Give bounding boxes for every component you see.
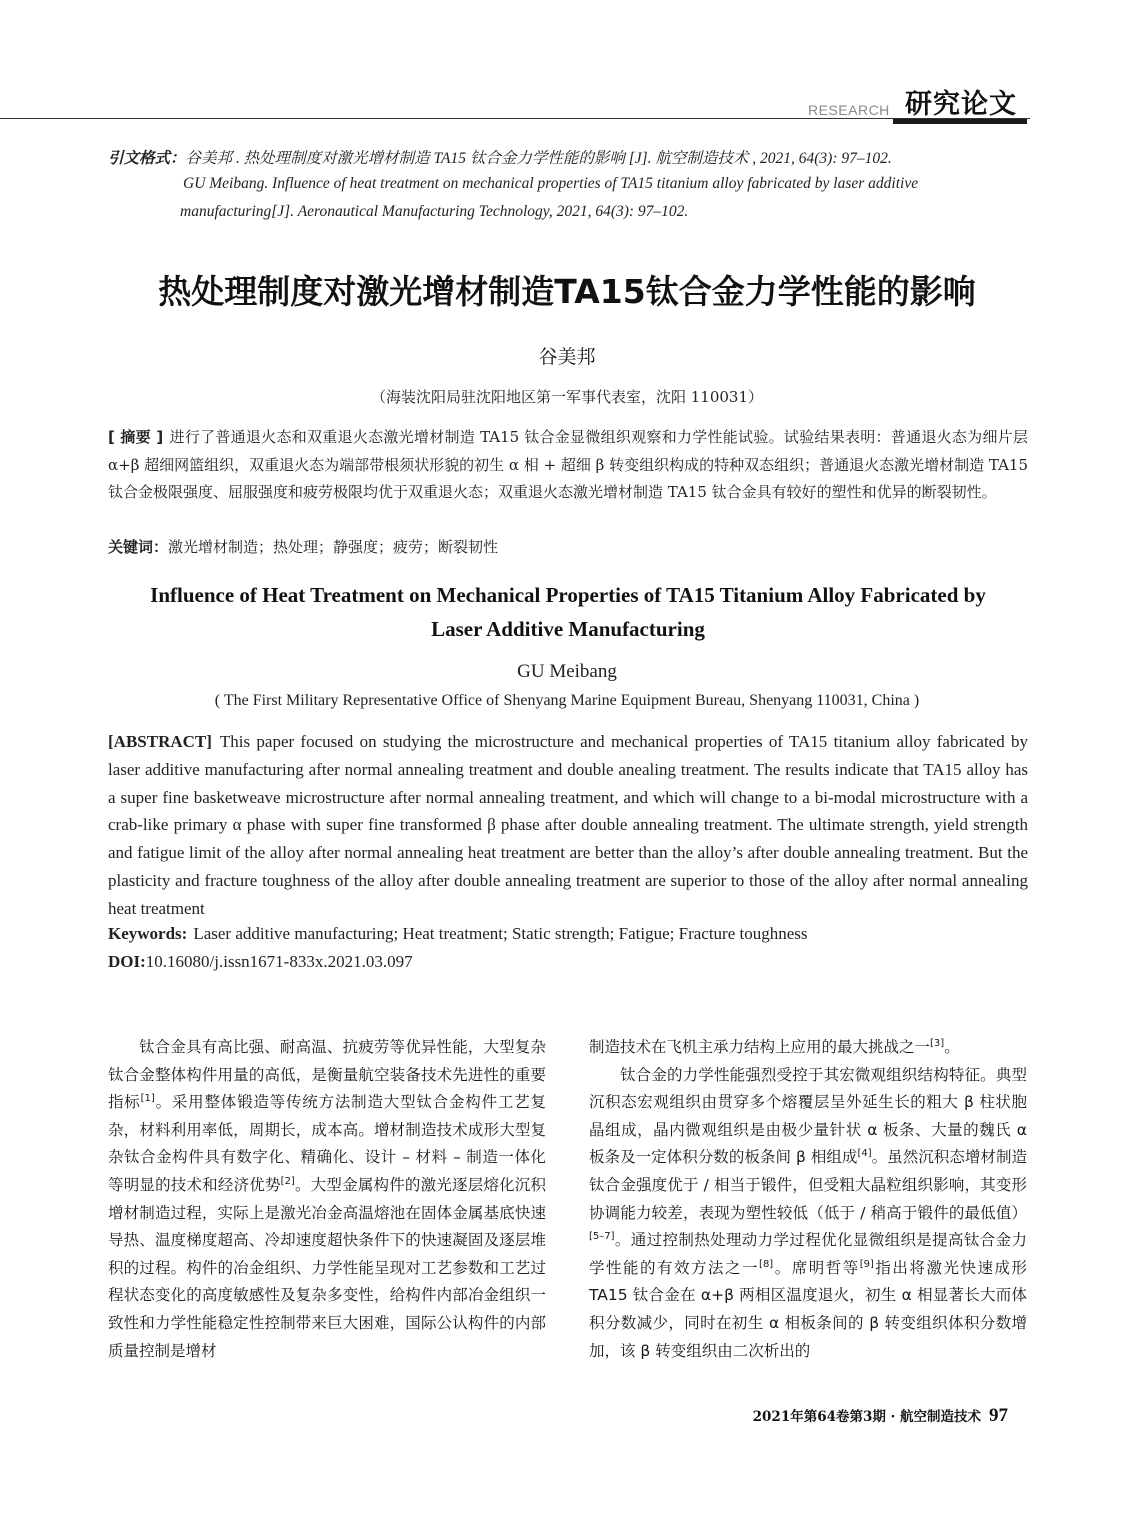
keywords-en-label: Keywords: — [108, 924, 188, 943]
paper-title-en — [108, 578, 1028, 646]
abstract-en-text: This paper focused on studying the microstructure and mechanical properties of TA15 titanium alloy fabricated by laser additive manufacturing after normal annealing treatment and double anealing treatment. The results indicate that TA15 alloy has a super fine basketweave microstructure after normal annealing treatment, and which will change to a bi-modal microstructure with a crab-like primary α phase with super fine transformed β phase after double annealing treatment. The ultimate strength, yield strength and fatigue limit of the alloy after normal annealing heat treatment are better than the alloy’s after double annealing treatment. But the plasticity and fracture toughness of the alloy after double annealing treatment are superior to those of the alloy after normal annealing heat treatment — [108, 732, 1028, 918]
citation-en-line1: GU Meibang. Influence of heat treatment on mechanical properties of TA15 titanium alloy fabricated by laser additive — [183, 175, 919, 192]
keywords-cn — [108, 536, 1028, 557]
body-column-right — [589, 1034, 1027, 1365]
abstract-cn — [108, 424, 1028, 507]
reference-marker[interactable]: [4] — [857, 1148, 872, 1160]
header-section-title: 研究论文 — [905, 89, 1017, 120]
reference-marker[interactable]: [1] — [140, 1093, 155, 1105]
paper-title-en-line2: Laser Additive Manufacturing — [431, 617, 705, 641]
body-text: 。虽然沉积态增材制造钛合金强度优于 / 相当于锻件，但受粗大晶粒组织影响，其变形协调能力较差，表现为塑性较低（低于 / 稍高于锻件的最低值） — [589, 1148, 1027, 1222]
affiliation-cn: （海装沈阳局驻沈阳地区第一军事代表室，沈阳 110031） — [370, 388, 764, 406]
abstract-en — [108, 728, 1028, 923]
body-text: 。席明哲等 — [773, 1258, 860, 1277]
body-text: 指出将激光快速成形 TA15 钛合金在 α+β 两相区温度退火，初生 α 相显著长大而体积分数减少，同时在初生 α 相板条间的 β 转变组织体积分数增加，该 β 转变组织由二次析出的 — [589, 1258, 1027, 1360]
body-text: 。 — [944, 1038, 960, 1056]
doi-link[interactable]: 10.16080/j.issn1671-833x.2021.03.097 — [145, 952, 413, 971]
reference-marker[interactable]: [9] — [859, 1258, 874, 1270]
citation-en-line2: manufacturing[J]. Aeronautical Manufacturing Technology, 2021, 64(3): 97–102. — [180, 203, 689, 220]
paper-title-en-line1: Influence of Heat Treatment on Mechanical Properties of TA15 Titanium Alloy Fabricated by — [150, 583, 986, 607]
body-column-left — [108, 1034, 546, 1365]
author-cn: 谷美邦 — [538, 346, 596, 368]
abstract-cn-text: 进行了普通退火态和双重退火态激光增材制造 TA15 钛合金显微组织观察和力学性能试验。试验结果表明：普通退火态为细片层 α+β 超细网篮组织，双重退火态为端部带根须状形貌的初生 α 相 + 超细 β 转变组织构成的特种双态组织；普通退火态激光增材制造 TA15 钛合金极限强度、屈服强度和疲劳极限均优于双重退火态；双重退火态激光增材制造 TA15 钛合金具有较好的塑性和优异的断裂韧性。 — [108, 428, 1029, 501]
footer-journal: 2021年第64卷第3期 · 航空制造技术 — [752, 1409, 981, 1425]
abstract-cn-label: [ 摘要 ] — [108, 428, 164, 446]
keywords-en-text: Laser additive manufacturing; Heat treatment; Static strength; Fatigue; Fracture toughness — [193, 924, 808, 943]
citation-cn — [108, 146, 1028, 168]
doi-label: DOI: — [108, 952, 146, 971]
doi-line — [108, 952, 1028, 972]
body-text: 。大型金属构件的激光逐层熔化沉积增材制造过程，实际上是激光冶金高温熔池在固体金属基底快速导热、温度梯度超高、冷却速度超快条件下的快速凝固及逐层堆积的过程。构件的冶金组织、力学性能呈现对工艺参数和工艺过程状态变化的高度敏感性及复杂多变性，给构件内部冶金组织一致性和力学性能稳定性控制带来巨大困难，国际公认构件的内部质量控制是增材 — [108, 1175, 546, 1360]
keywords-cn-text: 激光增材制造；热处理；静强度；疲劳；断裂韧性 — [168, 538, 499, 556]
header-research-label: RESEARCH — [808, 102, 890, 118]
keywords-cn-label: 关键词： — [108, 538, 169, 556]
reference-marker[interactable]: [2] — [280, 1175, 295, 1187]
author-en: GU Meibang — [517, 661, 617, 682]
body-paragraph — [589, 1062, 1027, 1366]
header-rule — [0, 118, 1030, 119]
reference-marker[interactable]: [5–7] — [589, 1231, 615, 1242]
body-paragraph — [108, 1034, 546, 1365]
reference-marker[interactable]: [8] — [759, 1258, 774, 1270]
citation-cn-text: 谷美邦 . 热处理制度对激光增材制造 TA15 钛合金力学性能的影响 [J]. 航空制造技术 , 2021, 64(3): 97–102. — [185, 150, 892, 167]
keywords-en — [108, 924, 1028, 944]
body-text: 。采用整体锻造等传统方法制造大型钛合金构件工艺复杂，材料利用率低，周期长，成本高。增材制造技术成形大型复杂钛合金构件具有数字化、精确化、设计 – 材料 – 制造一体化等明显的技术和经济优势 — [108, 1093, 546, 1194]
body-text: 钛合金具有高比强、耐高温、抗疲劳等优异性能，大型复杂钛合金整体构件用量的高低，是衡量航空装备技术先进性的重要指标 — [108, 1038, 546, 1112]
affiliation-en: ( The First Military Representative Office of Shenyang Marine Equipment Bureau, Shenyang 110031, China ) — [214, 692, 920, 709]
body-text: 制造技术在飞机主承力结构上应用的最大挑战之一 — [589, 1038, 931, 1056]
body-text: 。通过控制热处理动力学过程优化显微组织是提高钛合金力学性能的有效方法之一 — [589, 1231, 1027, 1277]
body-paragraph — [589, 1034, 1027, 1062]
page-number: 97 — [989, 1405, 1008, 1426]
abstract-en-label: [ABSTRACT] — [108, 732, 212, 751]
paper-title-cn: 热处理制度对激光增材制造TA15钛合金力学性能的影响 — [158, 272, 976, 311]
page-footer — [753, 1405, 1008, 1427]
citation-label: 引文格式： — [108, 150, 186, 167]
body-text: 钛合金的力学性能强烈受控于其宏微观组织结构特征。典型沉积态宏观组织由贯穿多个熔覆层呈外延生长的粗大 β 柱状胞晶组成，晶内微观组织是由极少量针状 α 板条、大量的魏氏 α 板条及一定体积分数的板条间 β 相组成 — [589, 1065, 1027, 1167]
reference-marker[interactable]: [3] — [930, 1037, 945, 1049]
